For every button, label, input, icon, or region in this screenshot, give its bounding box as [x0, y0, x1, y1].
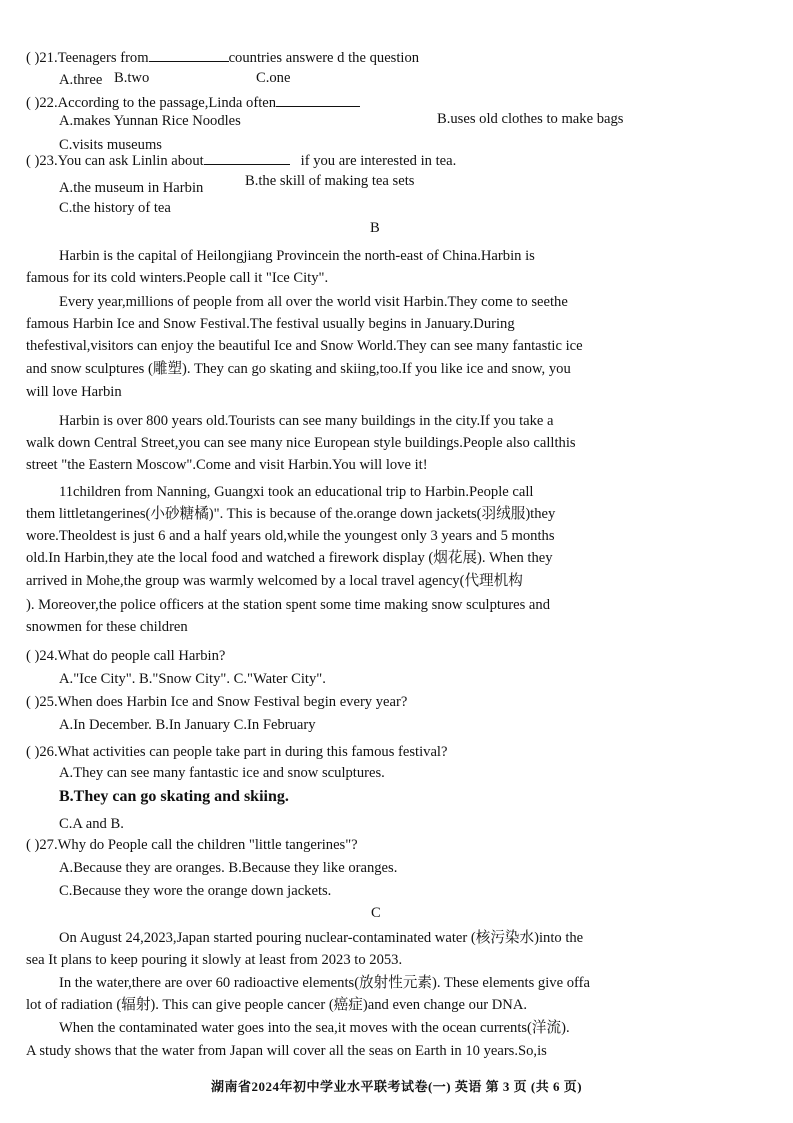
q21-stem-a: 21.Teenagers from — [39, 50, 149, 66]
answer-blank-paren[interactable]: ( ) — [26, 744, 40, 760]
q24-stem: 24.What do people call Harbin? — [39, 648, 226, 664]
q21-option-a: A.three — [59, 72, 103, 88]
answer-blank-paren[interactable]: ( ) — [26, 153, 40, 169]
q22-option-a: A.makes Yunnan Rice Noodles — [59, 113, 241, 129]
answer-blank-paren[interactable]: ( ) — [26, 837, 40, 853]
passage-c-line: On August 24,2023,Japan started pouring nuclear-contaminated water (核污染水)into the — [59, 930, 584, 946]
q25-options: A.In December. B.In January C.In February — [59, 717, 316, 733]
passage-b-line: snowmen for these children — [26, 619, 188, 635]
q23-stem-b: if you are interested in tea. — [300, 153, 457, 169]
q23-option-b: B.the skill of making tea sets — [245, 173, 415, 189]
q21-option-c: C.one — [256, 70, 291, 86]
passage-b-line: thefestival,visitors can enjoy the beautiful Ice and Snow World.They can see many fantastic ice — [26, 338, 583, 354]
q27-line — [26, 836, 358, 854]
q24-line — [26, 647, 225, 665]
passage-b-line: will love Harbin — [26, 384, 122, 400]
q22-line — [26, 93, 360, 112]
section-c-label: C — [371, 905, 381, 921]
passage-b-line: walk down Central Street,you can see many nice European style buildings.People also callthis — [26, 435, 576, 451]
passage-c-line: In the water,there are over 60 radioactive elements(放射性元素). These elements give offa — [59, 975, 590, 991]
q25-stem: 25.When does Harbin Ice and Snow Festival begin every year? — [39, 694, 408, 710]
answer-blank-paren[interactable]: ( ) — [26, 95, 40, 111]
q26-option-c: C.A and B. — [59, 816, 124, 832]
passage-b-line: famous Harbin Ice and Snow Festival.The festival usually begins in January.During — [26, 316, 515, 332]
q27-option-c: C.Because they wore the orange down jackets. — [59, 883, 332, 899]
q26-line — [26, 743, 447, 761]
passage-b-line: 11children from Nanning, Guangxi took an educational trip to Harbin.People call — [59, 484, 534, 500]
q21-stem-b: countries answere d the question — [228, 50, 420, 66]
q27-stem: 27.Why do People call the children "little tangerines"? — [39, 837, 358, 853]
passage-b-line: them littletangerines(小砂糖橘)". This is because of the.orange down jackets(羽绒服)they — [26, 506, 556, 522]
q23-option-c: C.the history of tea — [59, 200, 171, 216]
q21-option-b: B.two — [114, 70, 150, 86]
q27-options-ab: A.Because they are oranges. B.Because they like oranges. — [59, 860, 398, 876]
q22-stem: 22.According to the passage,Linda often — [39, 95, 277, 111]
page-footer: 湖南省2024年初中学业水平联考试卷(一) 英语 第 3 页 (共 6 页) — [210, 1079, 583, 1094]
section-b-label: B — [370, 220, 380, 236]
q24-options: A."Ice City". B."Snow City". C."Water City". — [59, 671, 326, 687]
passage-c-line: A study shows that the water from Japan will cover all the seas on Earth in 10 years.So,is — [26, 1043, 547, 1059]
fill-blank[interactable] — [204, 151, 290, 165]
fill-blank[interactable] — [149, 48, 229, 62]
passage-b-line: Harbin is the capital of Heilongjiang Provincein the north-east of China.Harbin is — [59, 248, 535, 264]
q23-line — [26, 151, 456, 170]
answer-blank-paren[interactable]: ( ) — [26, 694, 40, 710]
passage-c-line: When the contaminated water goes into the sea,it moves with the ocean currents(洋流). — [59, 1020, 570, 1036]
q23-stem-a: 23.You can ask Linlin about — [39, 153, 204, 169]
q21-line — [26, 48, 419, 67]
answer-blank-paren[interactable]: ( ) — [26, 648, 40, 664]
q23-option-a: A.the museum in Harbin — [59, 180, 204, 196]
q26-option-b: B.They can go skating and skiing. — [59, 788, 289, 805]
passage-b-line: Harbin is over 800 years old.Tourists can see many buildings in the city.If you take a — [59, 413, 554, 429]
q22-option-b: B.uses old clothes to make bags — [437, 111, 624, 127]
passage-b-line: street "the Eastern Moscow".Come and visit Harbin.You will love it! — [26, 457, 428, 473]
answer-blank-paren[interactable]: ( ) — [26, 50, 40, 66]
passage-b-line: famous for its cold winters.People call it "Ice City". — [26, 270, 329, 286]
passage-b-line: old.In Harbin,they ate the local food and watched a firework display (烟花展). When they — [26, 550, 553, 566]
passage-b-line: and snow sculptures (雕塑). They can go skating and skiing,too.If you like ice and snow, you — [26, 361, 571, 377]
passage-c-line: lot of radiation (辐射). This can give people cancer (癌症)and even change our DNA. — [26, 997, 528, 1013]
passage-b-line: ). Moreover,the police officers at the station spent some time making snow sculptures and — [26, 597, 550, 613]
q22-option-c: C.visits museums — [59, 137, 162, 153]
passage-b-line: wore.Theoldest is just 6 and a half years old,while the youngest only 3 years and 5 months — [26, 528, 555, 544]
passage-b-line: arrived in Mohe,the group was warmly welcomed by a local travel agency(代理机构 — [26, 573, 523, 589]
q25-line — [26, 693, 407, 711]
q26-stem: 26.What activities can people take part in during this famous festival? — [39, 744, 448, 760]
passage-b-line: Every year,millions of people from all over the world visit Harbin.They come to seethe — [59, 294, 568, 310]
q26-option-a: A.They can see many fantastic ice and snow sculptures. — [59, 765, 385, 781]
fill-blank[interactable] — [276, 93, 360, 107]
passage-c-line: sea It plans to keep pouring it slowly at least from 2023 to 2053. — [26, 952, 403, 968]
